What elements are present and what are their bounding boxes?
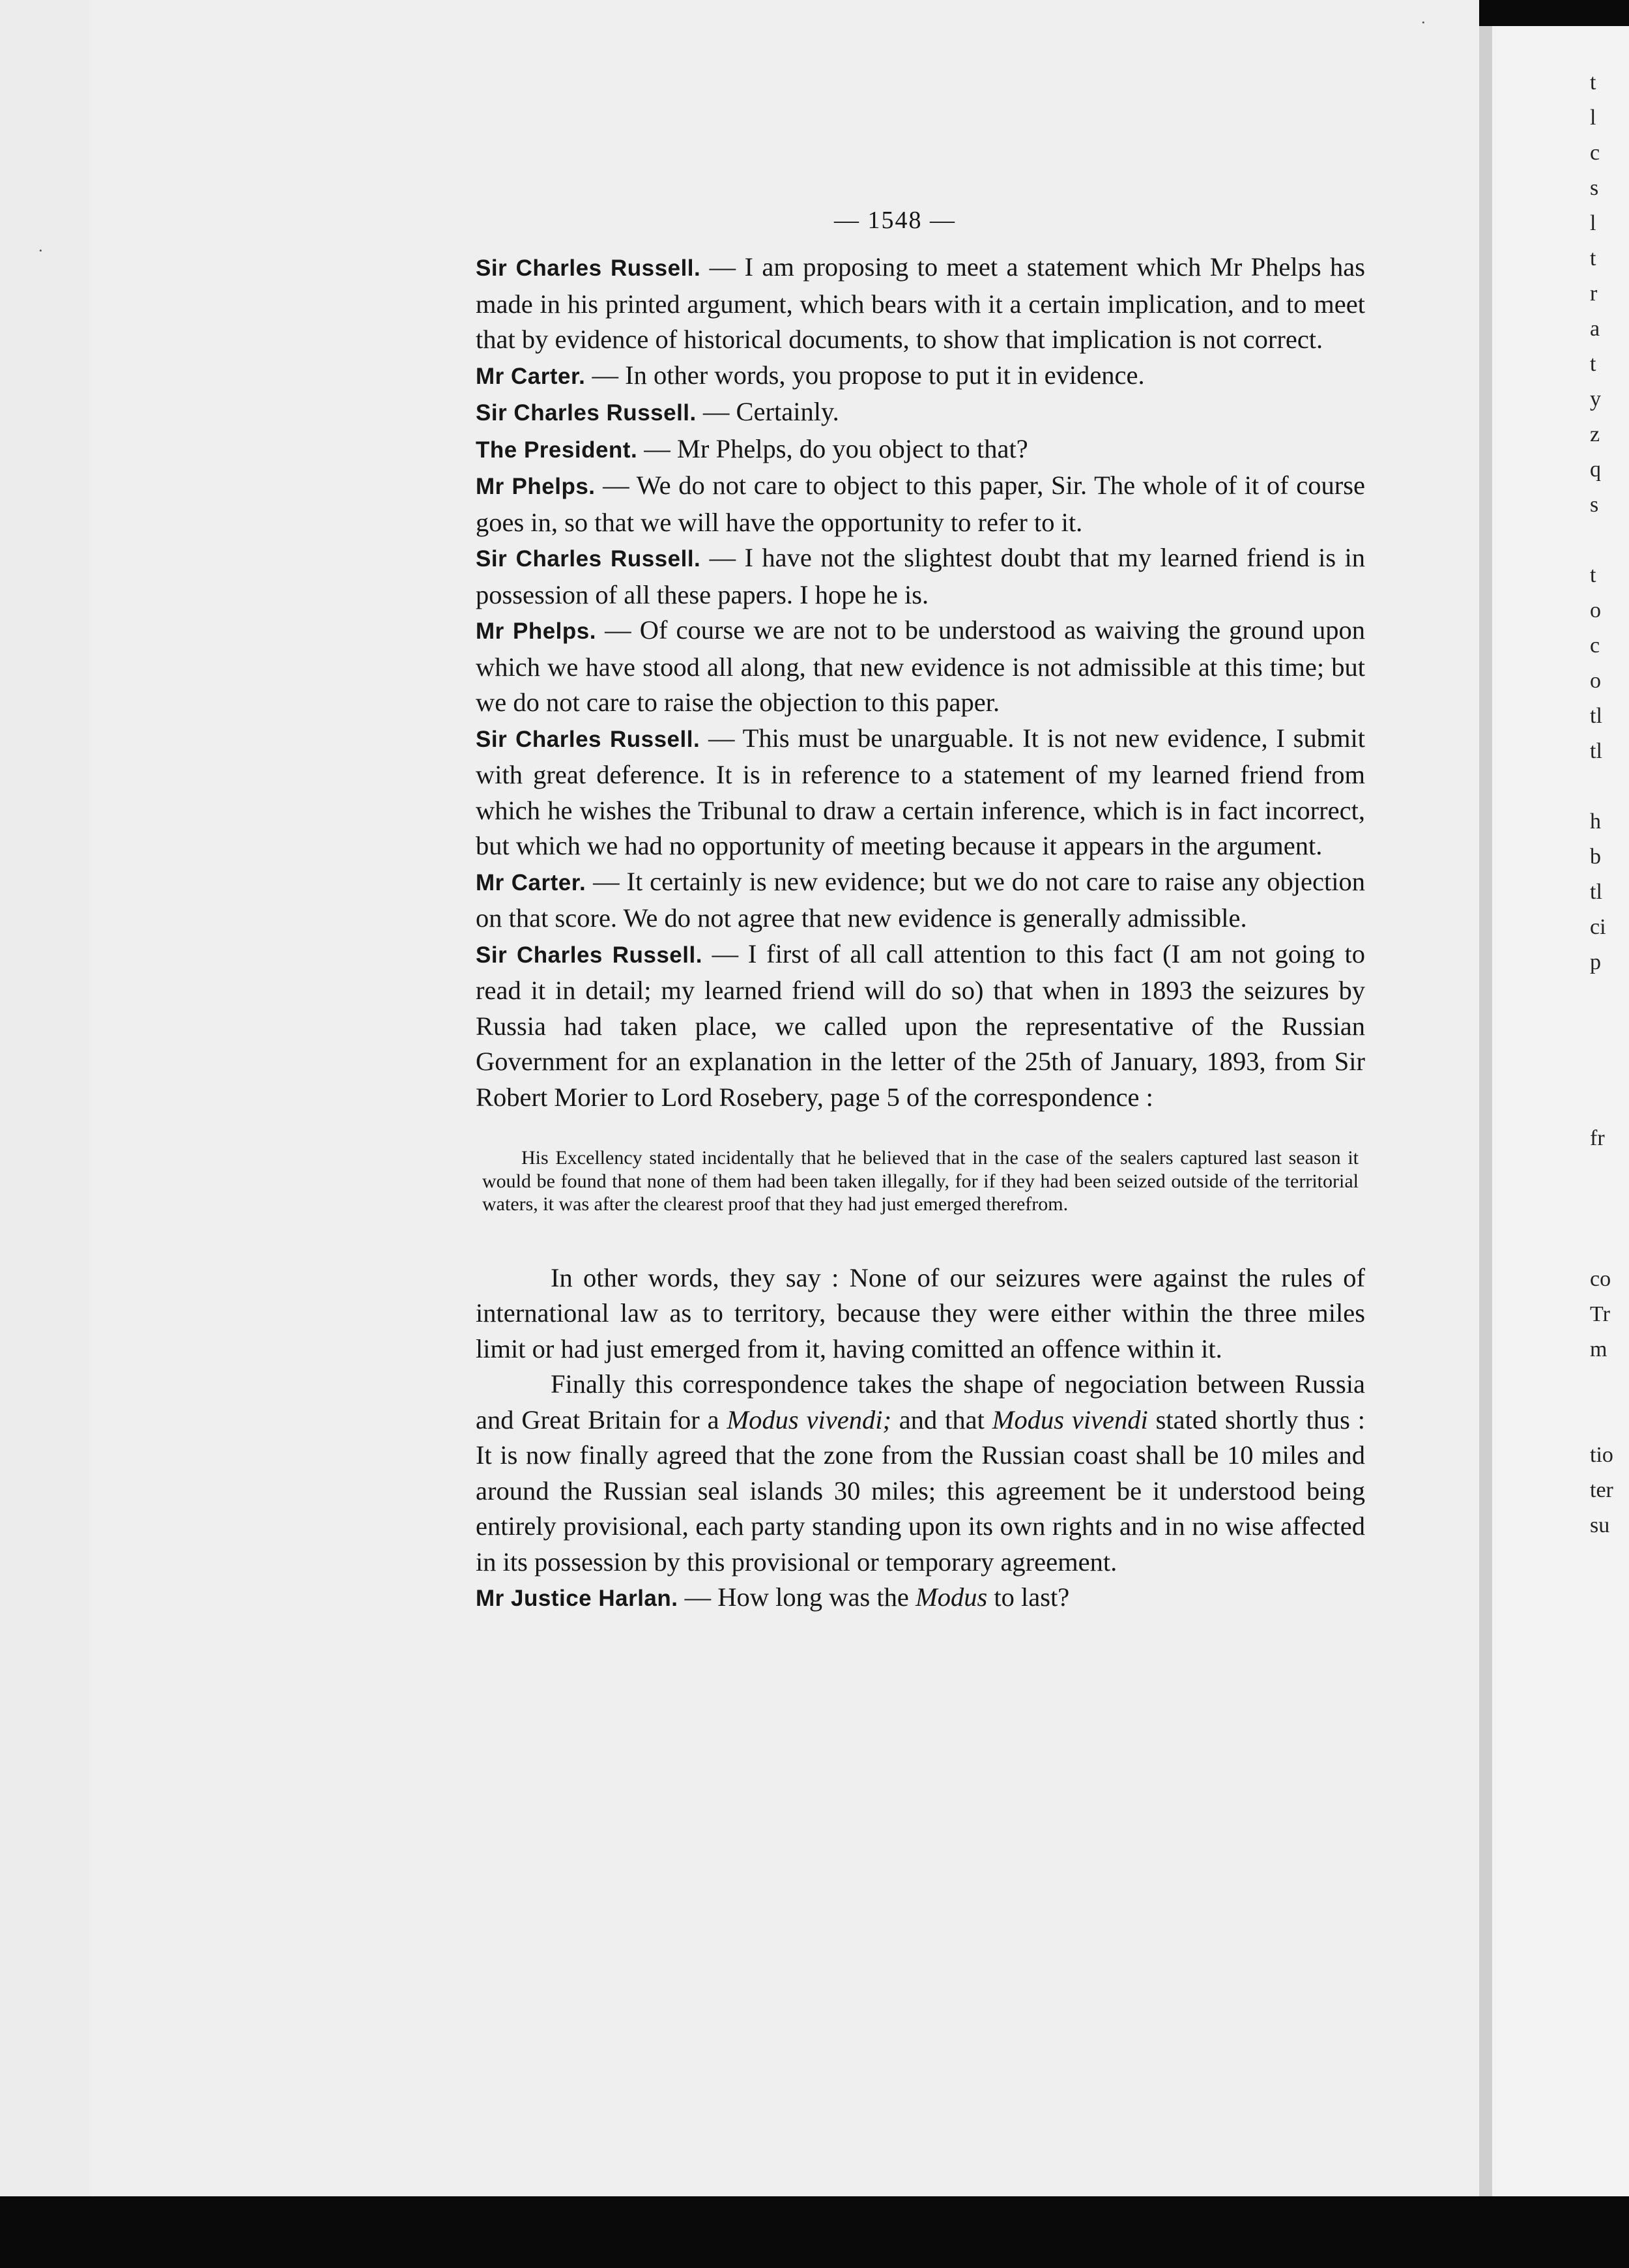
edge-letter: z [1590,422,1600,446]
edge-letter: m [1590,1337,1607,1361]
body-text: stated shortly thus : It is now finally agreed that the zone from the Russian coast shall be 10 miles and around the Russian seal islands 30 miles; this agreement be it understood being entirely provisional, each party standing upon its own rights and in no wise affected in its possession by this provisional or temporary agreement. [476,1404,1365,1577]
edge-letter [1590,1227,1629,1262]
dialogue-paragraph [476,1580,1365,1617]
scan-left-margin [0,0,91,2268]
edge-letter: tl [1590,880,1602,904]
speaker-name: Sir Charles Russell. [476,726,700,752]
edge-letter: h [1590,809,1601,834]
edge-letter [1590,1051,1629,1086]
speech-text: — Certainly. [702,397,839,426]
speaker-name: Mr Carter. [476,363,586,389]
dialogue-paragraph [476,613,1365,721]
speaker-name: Mr Carter. [476,869,586,895]
edge-letter [1590,1367,1629,1403]
speaker-name: Mr Justice Harlan. [476,1586,678,1611]
italic-term: Modus vivendi [992,1404,1148,1434]
speaker-name: Sir Charles Russell. [476,400,697,426]
dialogue-paragraph [476,358,1365,395]
quoted-letter-excerpt: His Excellency stated incidentally that he believed that in the case of the sealers captured last season it would be found that none of them had been taken illegally, for if they had been seized outside of the territorial waters, it was after the clearest proof that they had just emerged therefrom. [482,1147,1359,1215]
speech-text: — In other words, you propose to put it in evidence. [592,360,1145,390]
edge-letter: co [1590,1267,1611,1291]
edge-letter [1590,980,1629,1015]
edge-letter [1590,1191,1629,1227]
edge-letter [1590,769,1629,804]
edge-letter: a [1590,317,1600,341]
speaker-name: Mr Phelps. [476,618,596,644]
dialogue-paragraph [476,468,1365,540]
edge-letter: p [1590,950,1601,974]
edge-letter: tl [1590,739,1602,763]
speech-text: to last? [987,1582,1070,1612]
dialogue-paragraph [476,431,1365,469]
edge-letter: su [1590,1513,1610,1537]
italic-term: Modus vivendi; [727,1404,891,1434]
dialogue-paragraph [476,721,1365,864]
body-paragraph: In other words, they say : None of our seizures were against the rules of international law as to territory, because they were either within the three miles limit or had just emerged from it, having comitted an offence within it. [476,1262,1365,1363]
scan-speck: · [1420,13,1426,32]
scan-speck: · [38,241,44,260]
speaker-name: Sir Charles Russell. [476,942,702,968]
edge-letter: o [1590,669,1601,693]
edge-letter: c [1590,633,1600,658]
dialogue-paragraph [476,250,1365,358]
speaker-name: Mr Phelps. [476,474,596,499]
speech-text: — I have not the slightest doubt that my learned friend is in possession of all these papers. I hope he is. [476,543,1366,609]
edge-letter [1590,523,1629,558]
edge-letter: ter [1590,1478,1613,1502]
speech-text: — I first of all call attention to this fact (I am not going to read it in detail; my learned friend will do so) that when in 1893 the seizures by Russia had taken place, we called upon the representative of the Russian Government for an explanation in the letter of the 25th of January, 1893, from Sir Robert Morier to Lord Rosebery, page 5 of the correspondence : [476,938,1365,1112]
edge-letter: ci [1590,915,1606,939]
speech-text: — It certainly is new evidence; but we do not care to raise any objection on that score. We do not agree that new evidence is generally admissible. [476,866,1365,933]
edge-letter: o [1590,598,1601,622]
body-text: and that [891,1404,992,1434]
edge-letter: l [1590,106,1596,130]
speech-text: — We do not care to object to this paper, Sir. The whole of it of course goes in, so that we will have the opportunity to refer to it. [476,471,1365,537]
speaker-name: Sir Charles Russell. [476,546,701,572]
edge-letter: r [1590,282,1598,306]
edge-letter: t [1590,70,1596,94]
dialogue-paragraph [476,864,1365,937]
edge-letter: t [1590,563,1596,587]
dialogue-paragraph [476,394,1365,431]
speech-text: — Mr Phelps, do you object to that? [644,433,1028,463]
speaker-name: Sir Charles Russell. [476,255,701,281]
edge-letter: tl [1590,704,1602,728]
edge-letter: y [1590,387,1601,411]
edge-letter: q [1590,458,1601,482]
speech-text: — I am proposing to meet a statement which Mr Phelps has made in his printed argument, which bears with it a certain implication, and to meet that by evidence of historical documents, to show that implication is not correct. [476,252,1365,354]
edge-letter: fr [1590,1126,1605,1150]
edge-letter [1590,1156,1629,1191]
speech-text: — Of course we are not to be understood as waiving the ground upon which we have stood all along, that new evidence is not admissible at this time; but we do not care to raise the objection to this paper. [476,615,1366,717]
adjacent-page-fragments [1590,65,1629,1543]
edge-letter [1590,1086,1629,1121]
body-text: Finally this correspondence takes the shape of negociation between Russia and Great Britain for a [476,1369,1365,1434]
edge-letter: s [1590,176,1599,200]
italic-term: Modus [915,1582,988,1612]
edge-letter: s [1590,493,1599,517]
page-number: — 1548 — [834,207,956,234]
speech-text: — This must be unarguable. It is not new evidence, I submit with great deference. It is in reference to a statement of my learned friend from which he wishes the Tribunal to draw a certain inference, which is in fact incorrect, but which we had no opportunity of meeting because it appears in the argument. [476,723,1365,860]
dialogue-paragraph [476,540,1365,613]
dialogue-paragraph [476,937,1365,1116]
edge-letter: Tr [1590,1302,1610,1326]
speaker-name: The President. [476,437,638,463]
edge-letter [1590,1015,1629,1051]
document-text [476,250,1365,1617]
edge-letter [1590,1403,1629,1438]
edge-letter: l [1590,211,1596,235]
body-paragraph [476,1367,1365,1580]
edge-letter: c [1590,141,1600,165]
edge-letter: t [1590,246,1596,270]
scan-bottom-border [0,2196,1629,2268]
edge-letter: b [1590,845,1601,869]
page-gutter [1479,26,1492,2196]
edge-letter: t [1590,352,1596,376]
edge-letter: tio [1590,1443,1613,1467]
speech-text: — How long was the [684,1582,915,1612]
